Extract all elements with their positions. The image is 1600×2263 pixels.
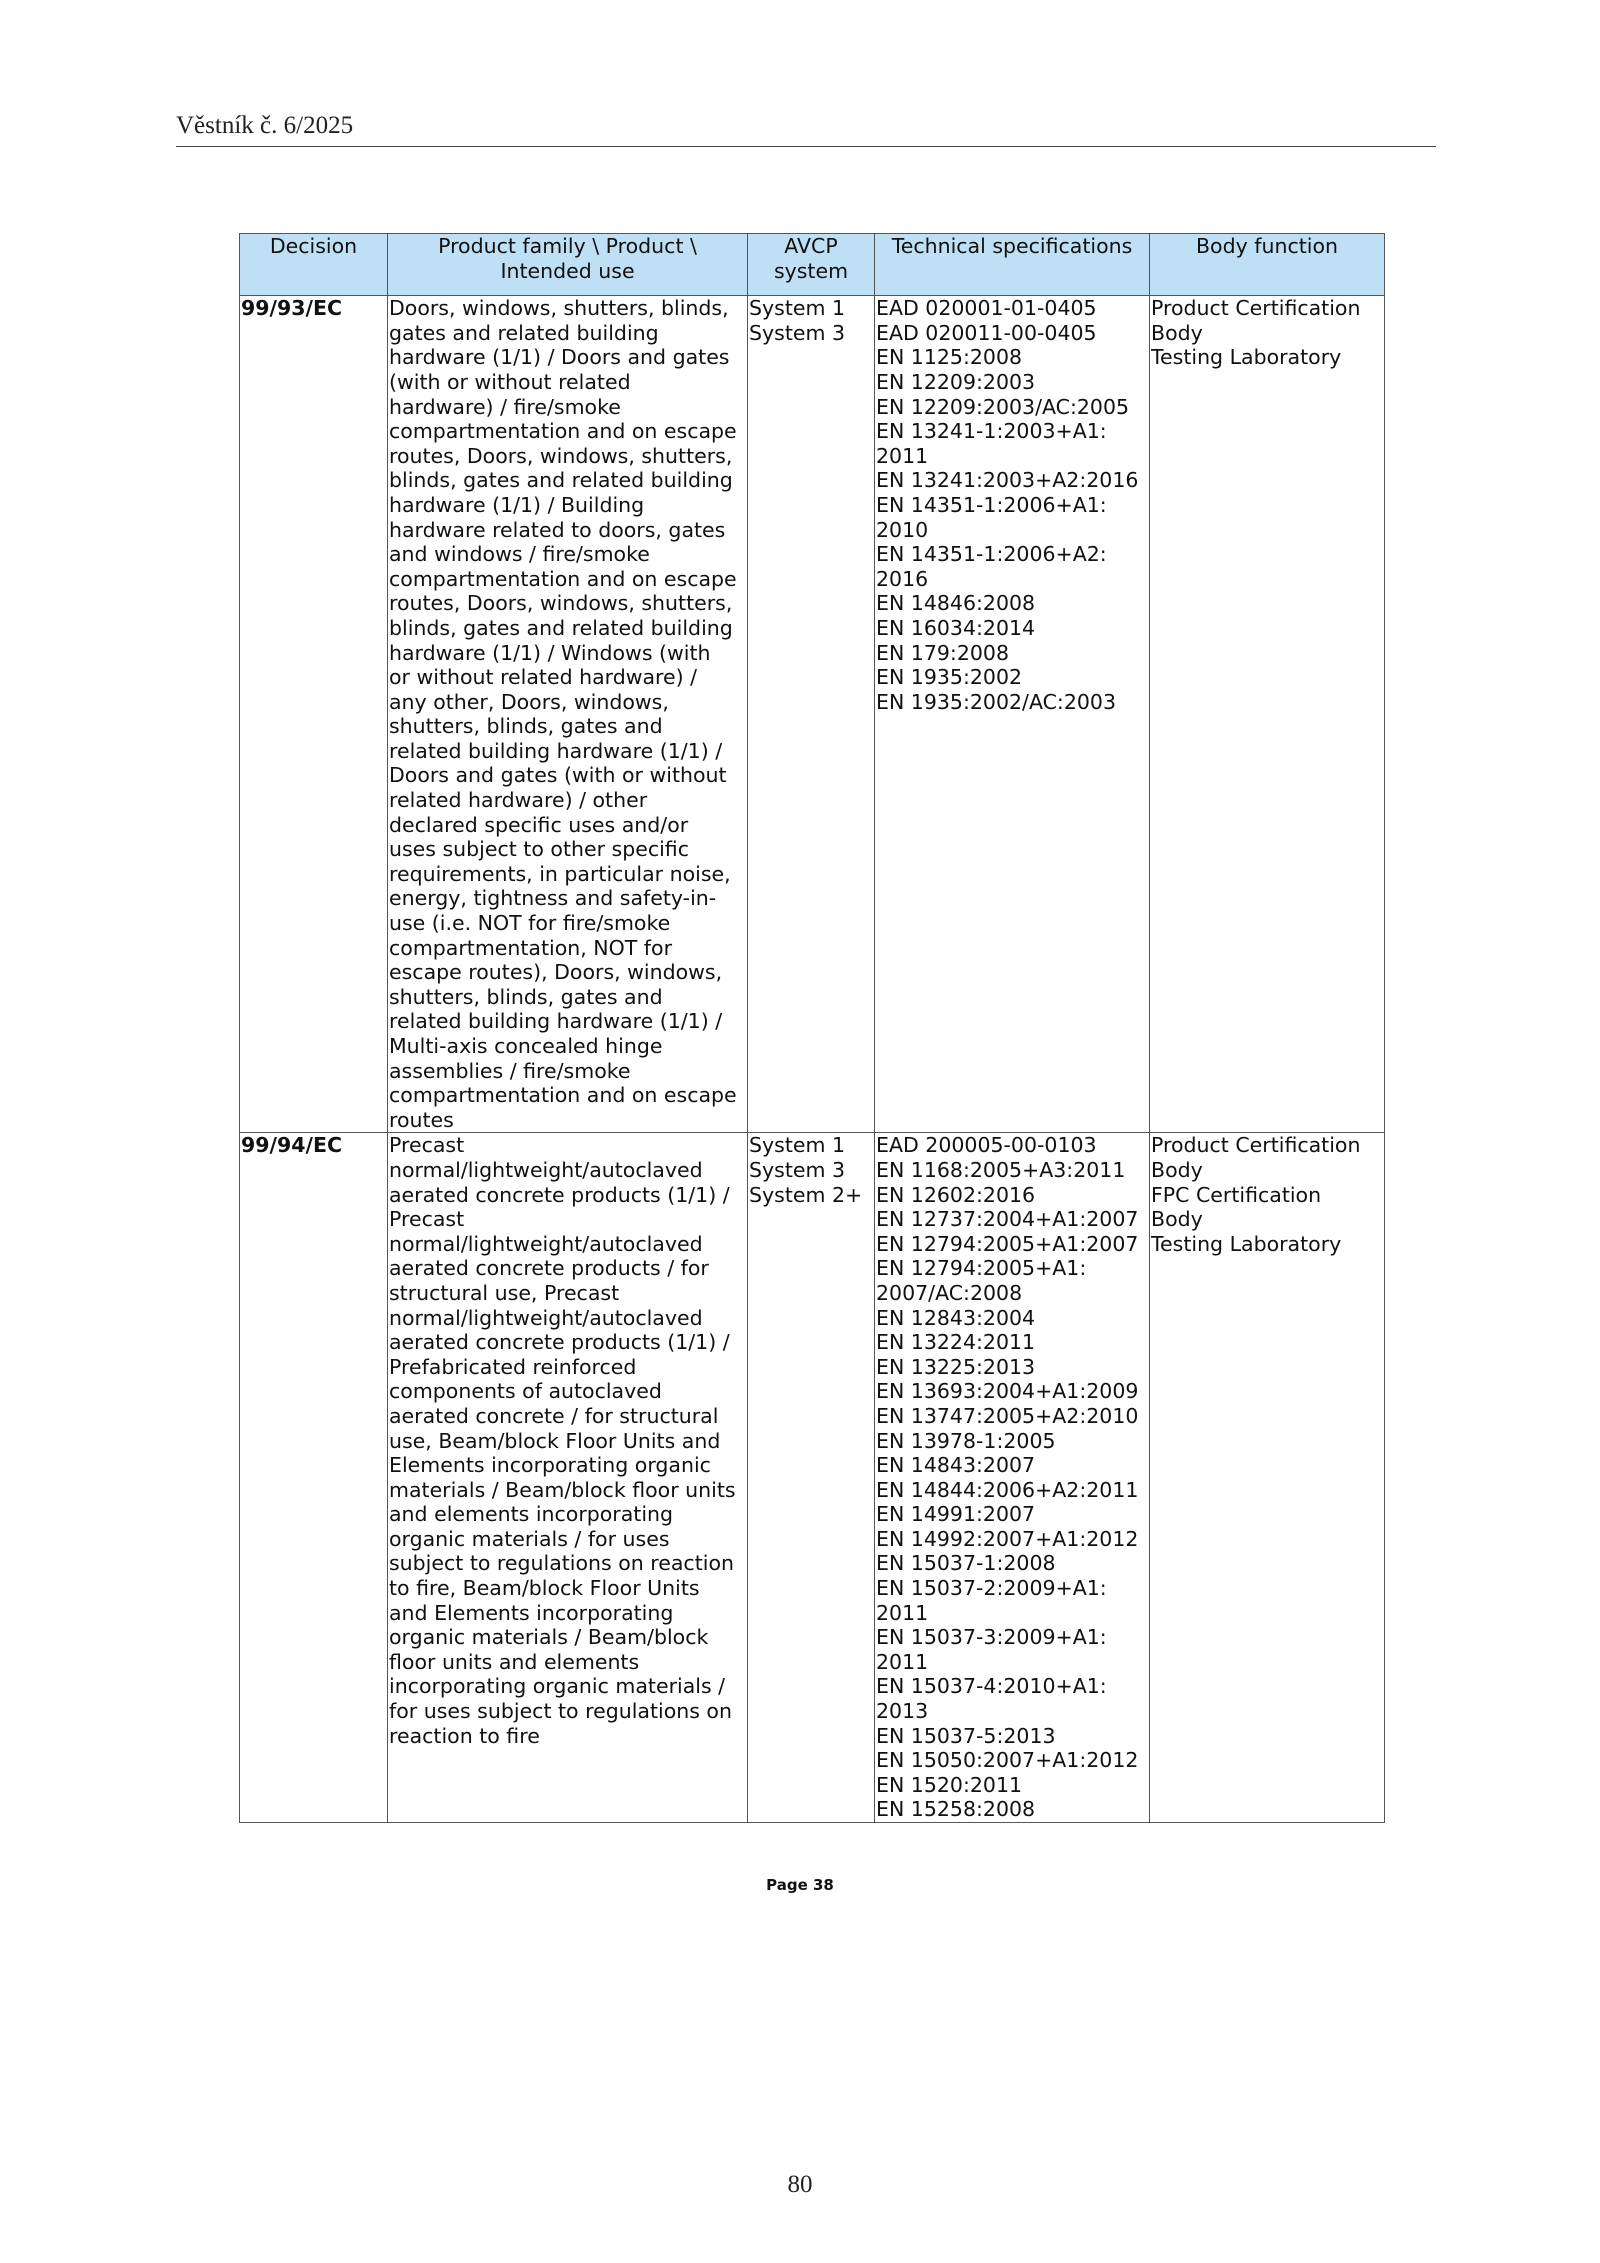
spec-line: EAD 200005-00-0103 [876, 1133, 1097, 1158]
page-label: Page 38 [766, 1876, 834, 1894]
product-line: related hardware) / other [389, 788, 648, 813]
product-line: Prefabricated reinforced [389, 1354, 637, 1379]
product-line: routes [389, 1107, 454, 1132]
body-function-line: Body [1151, 320, 1203, 345]
product-line: routes, Doors, windows, shutters, [389, 591, 733, 616]
product-line: normal/lightweight/autoclaved [389, 1305, 703, 1330]
column-header-specs: Technical specifications [875, 234, 1150, 296]
product-line: related building hardware (1/1) / [389, 738, 723, 763]
table-body [240, 296, 1385, 1823]
product-line: normal/lightweight/autoclaved [389, 1231, 703, 1256]
avcp-system: System 3 [749, 1157, 846, 1182]
spec-line: EAD 020001-01-0405 [876, 296, 1097, 321]
product-line: blinds, gates and related building [389, 468, 733, 493]
specs-cell [875, 1133, 1150, 1823]
product-line: hardware related to doors, gates [389, 517, 726, 542]
decision-cell: 99/94/EC [240, 1133, 388, 1823]
spec-line: EN 13224:2011 [876, 1330, 1036, 1355]
product-line: compartmentation and on escape [389, 1083, 737, 1108]
product-line: blinds, gates and related building [389, 615, 733, 640]
decision-cell: 99/93/EC [240, 296, 388, 1133]
body-function-line: Body [1151, 1207, 1203, 1232]
spec-line: EN 1125:2008 [876, 345, 1023, 370]
spec-line: 2011 [876, 1649, 929, 1674]
product-line: uses subject to other specific [389, 837, 689, 862]
spec-line: 2013 [876, 1699, 929, 1724]
spec-line: EN 15037-5:2013 [876, 1723, 1056, 1748]
body-function-line: FPC Certification [1151, 1182, 1322, 1207]
spec-line: EN 14843:2007 [876, 1453, 1036, 1478]
spec-line: EN 12794:2005+A1:2007 [876, 1231, 1139, 1256]
product-cell [388, 296, 748, 1133]
spec-line: EN 14351-1:2006+A2: [876, 542, 1107, 567]
spec-line: EN 13241:2003+A2:2016 [876, 468, 1139, 493]
spec-line: EN 13693:2004+A1:2009 [876, 1379, 1139, 1404]
spec-line: EN 15037-3:2009+A1: [876, 1625, 1107, 1650]
product-line: floor units and elements [389, 1649, 640, 1674]
spec-line: EN 13747:2005+A2:2010 [876, 1403, 1139, 1428]
product-line: reaction to fire [389, 1723, 540, 1748]
product-line: compartmentation and on escape [389, 419, 737, 444]
spec-line: EN 1935:2002 [876, 665, 1023, 690]
spec-line: EAD 020011-00-0405 [876, 320, 1097, 345]
product-line: gates and related building [389, 320, 659, 345]
product-line: Multi-axis concealed hinge [389, 1034, 663, 1058]
body-function-line: Product Certification [1151, 296, 1361, 321]
product-line: related building hardware (1/1) / [389, 1009, 723, 1034]
product-line: and windows / fire/smoke [389, 542, 650, 567]
column-header-product: Product family \ Product \ Intended use [388, 234, 748, 296]
spec-line: EN 16034:2014 [876, 615, 1036, 640]
product-line: hardware) / fire/smoke [389, 394, 621, 419]
product-line: compartmentation, NOT for [389, 935, 672, 960]
specs-cell [875, 296, 1150, 1133]
body-function-line: Product Certification [1151, 1133, 1361, 1158]
product-line: shutters, blinds, gates and [389, 984, 663, 1009]
avcp-system: System 1 [749, 1133, 846, 1158]
product-line: assemblies / fire/smoke [389, 1058, 631, 1083]
product-line: or without related hardware) / [389, 665, 698, 690]
spec-line: EN 14846:2008 [876, 591, 1036, 616]
spec-line: EN 12209:2003 [876, 369, 1036, 394]
product-line: use (i.e. NOT for fire/smoke [389, 911, 671, 936]
spec-line: EN 179:2008 [876, 640, 1010, 665]
product-line: aerated concrete / for structural [389, 1403, 719, 1428]
spec-line: 2011 [876, 443, 929, 468]
table-row [240, 1133, 1385, 1823]
spec-line: 2016 [876, 566, 929, 591]
spec-line: EN 14992:2007+A1:2012 [876, 1526, 1139, 1551]
product-line: materials / Beam/block floor units [389, 1477, 736, 1502]
product-line: components of autoclaved [389, 1379, 662, 1404]
product-line: aerated concrete products (1/1) / [389, 1182, 730, 1207]
spec-line: EN 15258:2008 [876, 1797, 1036, 1822]
spec-line: EN 15050:2007+A1:2012 [876, 1748, 1139, 1773]
spec-line: EN 13225:2013 [876, 1354, 1036, 1379]
column-header-body: Body function [1150, 234, 1385, 296]
product-line: (with or without related [389, 369, 631, 394]
product-line: structural use, Precast [389, 1280, 620, 1305]
page-number: 80 [787, 2171, 813, 2198]
product-cell [388, 1133, 748, 1823]
spec-line: EN 12209:2003/AC:2005 [876, 394, 1130, 419]
product-line: to fire, Beam/block Floor Units [389, 1576, 700, 1601]
product-line: Doors and gates (with or without [389, 763, 727, 788]
spec-line: EN 15037-1:2008 [876, 1551, 1056, 1576]
product-line: Precast [389, 1207, 465, 1232]
page-header-title: Věstník č. 6/2025 [176, 112, 354, 139]
spec-line: 2010 [876, 517, 929, 542]
body-function-line: Testing Laboratory [1151, 1231, 1342, 1256]
product-line: escape routes), Doors, windows, [389, 960, 723, 985]
certification-table [239, 233, 1385, 1823]
spec-line: EN 12794:2005+A1: [876, 1256, 1087, 1281]
spec-line: EN 1935:2002/AC:2003 [876, 689, 1117, 714]
body-function-cell [1150, 1133, 1385, 1823]
header-rule [176, 146, 1436, 147]
column-header-decision: Decision [240, 234, 388, 296]
product-line: use, Beam/block Floor Units and [389, 1428, 721, 1453]
spec-line: EN 14844:2006+A2:2011 [876, 1477, 1139, 1502]
product-line: for uses subject to regulations on [389, 1699, 732, 1724]
spec-line: EN 14991:2007 [876, 1502, 1036, 1527]
avcp-system: System 3 [749, 320, 846, 345]
spec-line: EN 1520:2011 [876, 1772, 1023, 1797]
product-line: Elements incorporating organic [389, 1453, 711, 1478]
product-line: any other, Doors, windows, [389, 689, 669, 714]
column-header-avcp: AVCP system [748, 234, 875, 296]
product-line: Doors, windows, shutters, blinds, [389, 296, 729, 321]
table-header-row [240, 234, 1385, 296]
avcp-cell [748, 1133, 875, 1823]
product-line: declared specific uses and/or [389, 812, 689, 837]
spec-line: EN 13241-1:2003+A1: [876, 419, 1107, 444]
product-line: organic materials / Beam/block [389, 1625, 709, 1650]
product-line: hardware (1/1) / Building [389, 492, 645, 517]
product-line: requirements, in particular noise, [389, 861, 731, 886]
product-line: hardware (1/1) / Doors and gates [389, 345, 730, 370]
product-line: incorporating organic materials / [389, 1674, 726, 1699]
spec-line: EN 1168:2005+A3:2011 [876, 1157, 1126, 1182]
spec-line: EN 14351-1:2006+A1: [876, 492, 1107, 517]
spec-line: EN 12737:2004+A1:2007 [876, 1207, 1139, 1232]
product-line: Precast [389, 1133, 465, 1158]
spec-line: EN 12843:2004 [876, 1305, 1036, 1330]
body-function-cell [1150, 296, 1385, 1133]
product-line: compartmentation and on escape [389, 566, 737, 591]
avcp-cell [748, 296, 875, 1133]
product-line: shutters, blinds, gates and [389, 714, 663, 739]
product-line: aerated concrete products / for [389, 1256, 709, 1281]
spec-line: EN 13978-1:2005 [876, 1428, 1056, 1453]
product-line: subject to regulations on reaction [389, 1551, 734, 1576]
body-function-line: Testing Laboratory [1151, 345, 1342, 370]
table-row [240, 296, 1385, 1133]
spec-line: 2011 [876, 1600, 929, 1625]
product-line: hardware (1/1) / Windows (with [389, 640, 711, 665]
product-line: routes, Doors, windows, shutters, [389, 443, 733, 468]
avcp-system: System 1 [749, 296, 846, 321]
body-function-line: Body [1151, 1157, 1203, 1182]
spec-line: 2007/AC:2008 [876, 1280, 1023, 1305]
product-line: and Elements incorporating [389, 1600, 674, 1625]
product-line: and elements incorporating [389, 1502, 674, 1527]
avcp-system: System 2+ [749, 1182, 863, 1207]
product-line: aerated concrete products (1/1) / [389, 1330, 730, 1355]
product-line: normal/lightweight/autoclaved [389, 1157, 703, 1182]
spec-line: EN 15037-2:2009+A1: [876, 1576, 1107, 1601]
spec-line: EN 15037-4:2010+A1: [876, 1674, 1107, 1699]
spec-line: EN 12602:2016 [876, 1182, 1036, 1207]
product-line: energy, tightness and safety-in- [389, 886, 717, 911]
product-line: organic materials / for uses [389, 1526, 670, 1551]
